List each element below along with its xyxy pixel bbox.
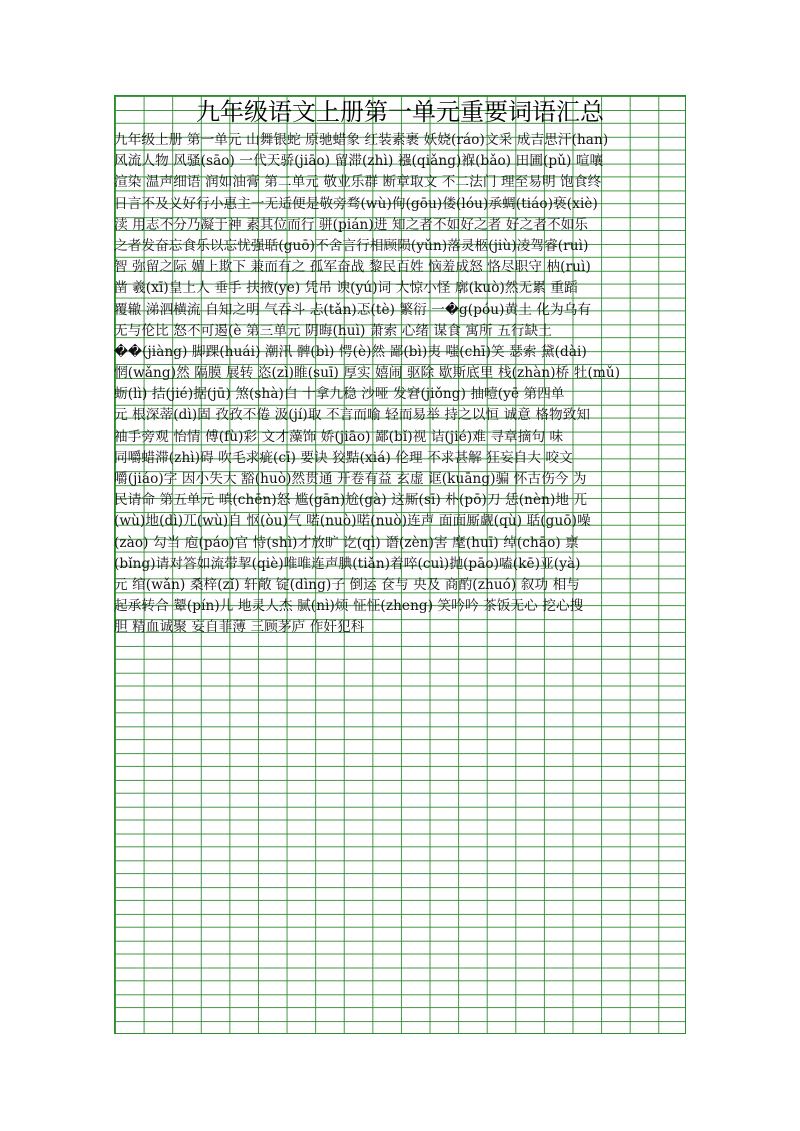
- text-line: 渲染 温声细语 润如油膏 第二单元 敬业乐群 断章取文 不二法门 理至易明 饱食终: [114, 174, 602, 191]
- text-line: 风流人物 风骚(sāo) 一代天骄(jiāo) 留滞(zhì) 襁(qiǎng)褓(bǎo) 田圃(pǔ) 喧嚷: [114, 153, 604, 170]
- text-line: 智 弥留之际 媚上欺下 兼而有之 孤军奋战 黎民百姓 恼羞成怒 恪尽职守 枘(ruì): [114, 259, 591, 276]
- text-line: 凿 羲(xī)皇上人 垂手 扶掖(ye) 凭吊 谀(yú)词 大惊小怪 廓(kuò)然无累 重蹈: [114, 280, 578, 297]
- text-line: (bǐng)请对答如流带挈(qiè)唯唯连声腆(tiǎn)着啐(cuì)抛(pāo)嗑(kē)亚(yà): [114, 555, 581, 572]
- text-line: 九年级上册 第一单元 山舞银蛇 原驰蜡象 红装素裹 妖娆(ráo)文采 成吉思汗(han): [114, 132, 609, 148]
- text-line: 之者发奋忘食乐以忘忧强聒(guō)不舍言行相顾陨(yǔn)落灵柩(jiù)凌驾睿(ruì): [114, 237, 589, 254]
- document-title: 九年级语文上册第一单元重要词语汇总: [196, 98, 604, 126]
- text-line: 嚼(jiáo)字 因小失大 豁(huò)然贯通 开卷有益 玄虚 诓(kuāng)骗 怀古伤今 为: [114, 471, 587, 487]
- text-line: 起承转合 颦(pín)儿 地灵人杰 腻(nì)烦 怔怔(zheng) 笑吟吟 茶饭无心 挖心搜: [114, 598, 584, 615]
- text-line: 覆辙 涕泗横流 自知之明 气吞斗 忐(tǎn)忑(tè) 繁衍 一�g(póu)黄土 化为乌有: [114, 301, 592, 318]
- text-line: (zào) 勾当 庖(páo)官 恃(shì)才放旷 讫(qì) 谮(zèn)害 麾(huī) 绰(chāo) 禀: [114, 534, 579, 551]
- text-line: 民请命 第五单元 嗔(chēn)怒 尴(gān)尬(gà) 这厮(sī) 朴(pō)刀 恁(nèn)地 兀: [114, 492, 588, 509]
- text-line: 元 绾(wǎn) 桑梓(zǐ) 轩敞 锭(dìng)子 倒运 奁与 央及 商酌(zhuó) 叙功 相与: [114, 576, 580, 593]
- text-line: 惘(wǎng)然 隔膜 展转 恣(zì)睢(suī) 厚实 嬉闹 驱除 歇斯底里 栈(zhàn)桥 牡(mǔ): [114, 365, 621, 382]
- text-line: 袖手旁观 怡情 傅(fù)彩 文才藻饰 娇(jiāo) 鄙(bǐ)视 诘(jié)难 寻章摘句 味: [114, 428, 564, 445]
- text-line: 胆 精血诚聚 妄自菲薄 三顾茅庐 作奸犯科: [114, 619, 365, 636]
- text-line: 元 根深蒂(dì)固 孜孜不倦 汲(jí)取 不言而喻 轻而易举 持之以恒 诚意 格物致知: [114, 407, 591, 424]
- vocabulary-text: [114, 130, 686, 639]
- text-line: 同嚼蜡滞(zhì)碍 吹毛求疵(cī) 要诀 狡黠(xiá) 伦理 不求甚解 狂妄自大 咬文: [114, 449, 573, 466]
- text-line: 无与伦比 怒不可遏(è 第三单元 阴晦(huì) 萧索 心绪 谋食 寓所 五行缺土: [114, 322, 552, 339]
- text-line: 日言不及义好行小惠主一无适便是敬旁骛(wù)佝(gōu)偻(lóu)承蜩(tiáo)亵(xiè): [114, 195, 598, 212]
- text-line: ��(jiàng) 脚踝(huái) 潮汛 髀(bì) 愕(è)然 鄙(bì)夷 嗤(chī)笑 瑟索 黛(dài): [114, 343, 587, 360]
- text-line: 渎 用志不分乃凝于神 素其位而行 骈(pián)进 知之者不如好之者 好之者不如乐: [114, 216, 589, 233]
- text-line: (wù)地(dì)兀(wù)自 怄(òu)气 喏(nuò)喏(nuò)连声 面面厮觑(qù) 聒(guō)噪: [114, 513, 591, 530]
- text-line: 蛎(lì) 拮(jié)据(jū) 煞(shà)白 十拿九稳 沙哑 发窘(jiǒng) 抽噎(yē 第四单: [114, 386, 565, 403]
